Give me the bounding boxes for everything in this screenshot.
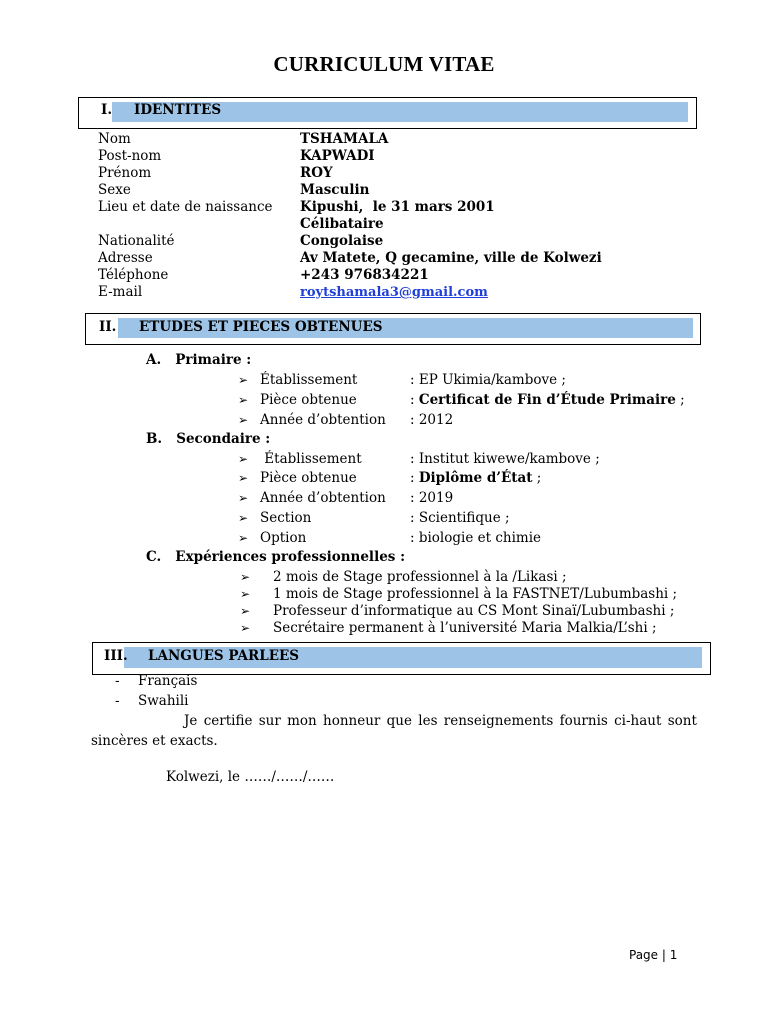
- document-title: CURRICULUM VITAE: [273, 52, 495, 76]
- arrow-icon: ➢: [238, 511, 249, 525]
- secondaire-heading: B. Secondaire :: [146, 431, 271, 447]
- secondaire-value-section: : Scientifique ;: [410, 510, 510, 526]
- certification-line-2: sincères et exacts.: [91, 733, 218, 749]
- secondaire-label-annee: Année d’obtention: [260, 490, 386, 506]
- id-label-adresse: Adresse: [98, 250, 153, 266]
- secondaire-label-piece: Pièce obtenue: [260, 470, 357, 486]
- secondaire-label-section: Section: [260, 510, 312, 526]
- id-value-postnom: KAPWADI: [300, 148, 375, 164]
- id-value-nationalite: Congolaise: [300, 233, 384, 249]
- dash-icon: -: [115, 693, 120, 709]
- id-label-email: E-mail: [98, 284, 143, 300]
- place-date: Kolwezi, le ……/……/……: [166, 769, 335, 785]
- secondaire-value-option: : biologie et chimie: [410, 530, 541, 546]
- id-label-nom: Nom: [98, 131, 131, 147]
- experiences-heading: C. Expériences professionnelles :: [146, 549, 406, 565]
- id-value-sexe: Masculin: [300, 182, 370, 198]
- secondaire-label-etablissement: Établissement: [260, 451, 362, 467]
- experience-item: Secrétaire permanent à l’université Maria Malkia/L’shi ;: [273, 620, 657, 636]
- value-suffix: ;: [532, 470, 542, 486]
- langue-item: Swahili: [138, 693, 189, 709]
- primaire-value-piece: [410, 392, 685, 409]
- arrow-icon: ➢: [238, 531, 249, 545]
- id-label-prenom: Prénom: [98, 165, 152, 181]
- value-prefix: :: [410, 392, 419, 408]
- id-value-adresse: Av Matete, Q gecamine, ville de Kolwezi: [300, 250, 602, 266]
- value-suffix: ;: [675, 392, 685, 408]
- section-identites-number: I.: [101, 102, 113, 118]
- id-label-postnom: Post-nom: [98, 148, 162, 164]
- experience-item: Professeur d’informatique au CS Mont Sinaï/Lubumbashi ;: [273, 603, 675, 619]
- arrow-icon: ➢: [238, 452, 249, 466]
- secondaire-value-etablissement: : Institut kiwewe/kambove ;: [410, 451, 600, 467]
- id-label-naissance: Lieu et date de naissance: [98, 199, 273, 215]
- arrow-icon: ➢: [238, 393, 249, 407]
- langue-item: Français: [138, 673, 198, 689]
- id-value-nom: TSHAMALA: [300, 131, 389, 147]
- id-value-prenom: ROY: [300, 165, 333, 181]
- id-label-telephone: Téléphone: [98, 267, 169, 283]
- experience-item: 1 mois de Stage professionnel à la FASTNET/Lubumbashi ;: [273, 586, 678, 602]
- certification-line-1: Je certifie sur mon honneur que les renseignements fournis ci-haut sont: [184, 713, 697, 729]
- section-langues-number: III.: [104, 648, 128, 664]
- section-langues-title: LANGUES PARLEES: [148, 648, 300, 664]
- primaire-value-etablissement: : EP Ukimia/kambove ;: [410, 372, 566, 388]
- section-identites-title: IDENTITES: [134, 102, 222, 118]
- value-bold: Diplôme d’État: [418, 470, 533, 486]
- primaire-heading: A. Primaire :: [146, 352, 252, 368]
- id-label-sexe: Sexe: [98, 182, 131, 198]
- id-value-telephone: +243 976834221: [300, 267, 429, 283]
- id-value-naissance: Kipushi, le 31 mars 2001: [300, 199, 495, 215]
- arrow-icon: ➢: [238, 491, 249, 505]
- arrow-icon: ➢: [240, 587, 251, 601]
- id-label-nationalite: Nationalité: [98, 233, 175, 249]
- arrow-icon: ➢: [240, 604, 251, 618]
- experience-item: 2 mois de Stage professionnel à la /Likasi ;: [273, 569, 567, 585]
- primaire-label-etablissement: Établissement: [260, 372, 358, 388]
- dash-icon: -: [115, 673, 120, 689]
- secondaire-value-annee: : 2019: [410, 490, 454, 506]
- arrow-icon: ➢: [238, 373, 249, 387]
- email-link[interactable]: roytshamala3@gmail.com: [300, 285, 488, 300]
- section-etudes-number: II.: [99, 319, 117, 335]
- value-prefix: :: [410, 470, 419, 486]
- id-value-etat-civil: Célibataire: [300, 216, 384, 232]
- value-bold: Certificat de Fin d’Étude Primaire: [418, 392, 676, 408]
- arrow-icon: ➢: [240, 570, 251, 584]
- page-number: Page | 1: [629, 948, 678, 962]
- section-etudes-title: ETUDES ET PIECES OBTENUES: [139, 319, 383, 335]
- primaire-value-annee: : 2012: [410, 412, 454, 428]
- secondaire-value-piece: [410, 470, 541, 487]
- secondaire-label-option: Option: [260, 530, 307, 546]
- arrow-icon: ➢: [238, 471, 249, 485]
- primaire-label-annee: Année d’obtention: [260, 412, 386, 428]
- arrow-icon: ➢: [238, 413, 249, 427]
- primaire-label-piece: Pièce obtenue: [260, 392, 357, 408]
- arrow-icon: ➢: [240, 621, 251, 635]
